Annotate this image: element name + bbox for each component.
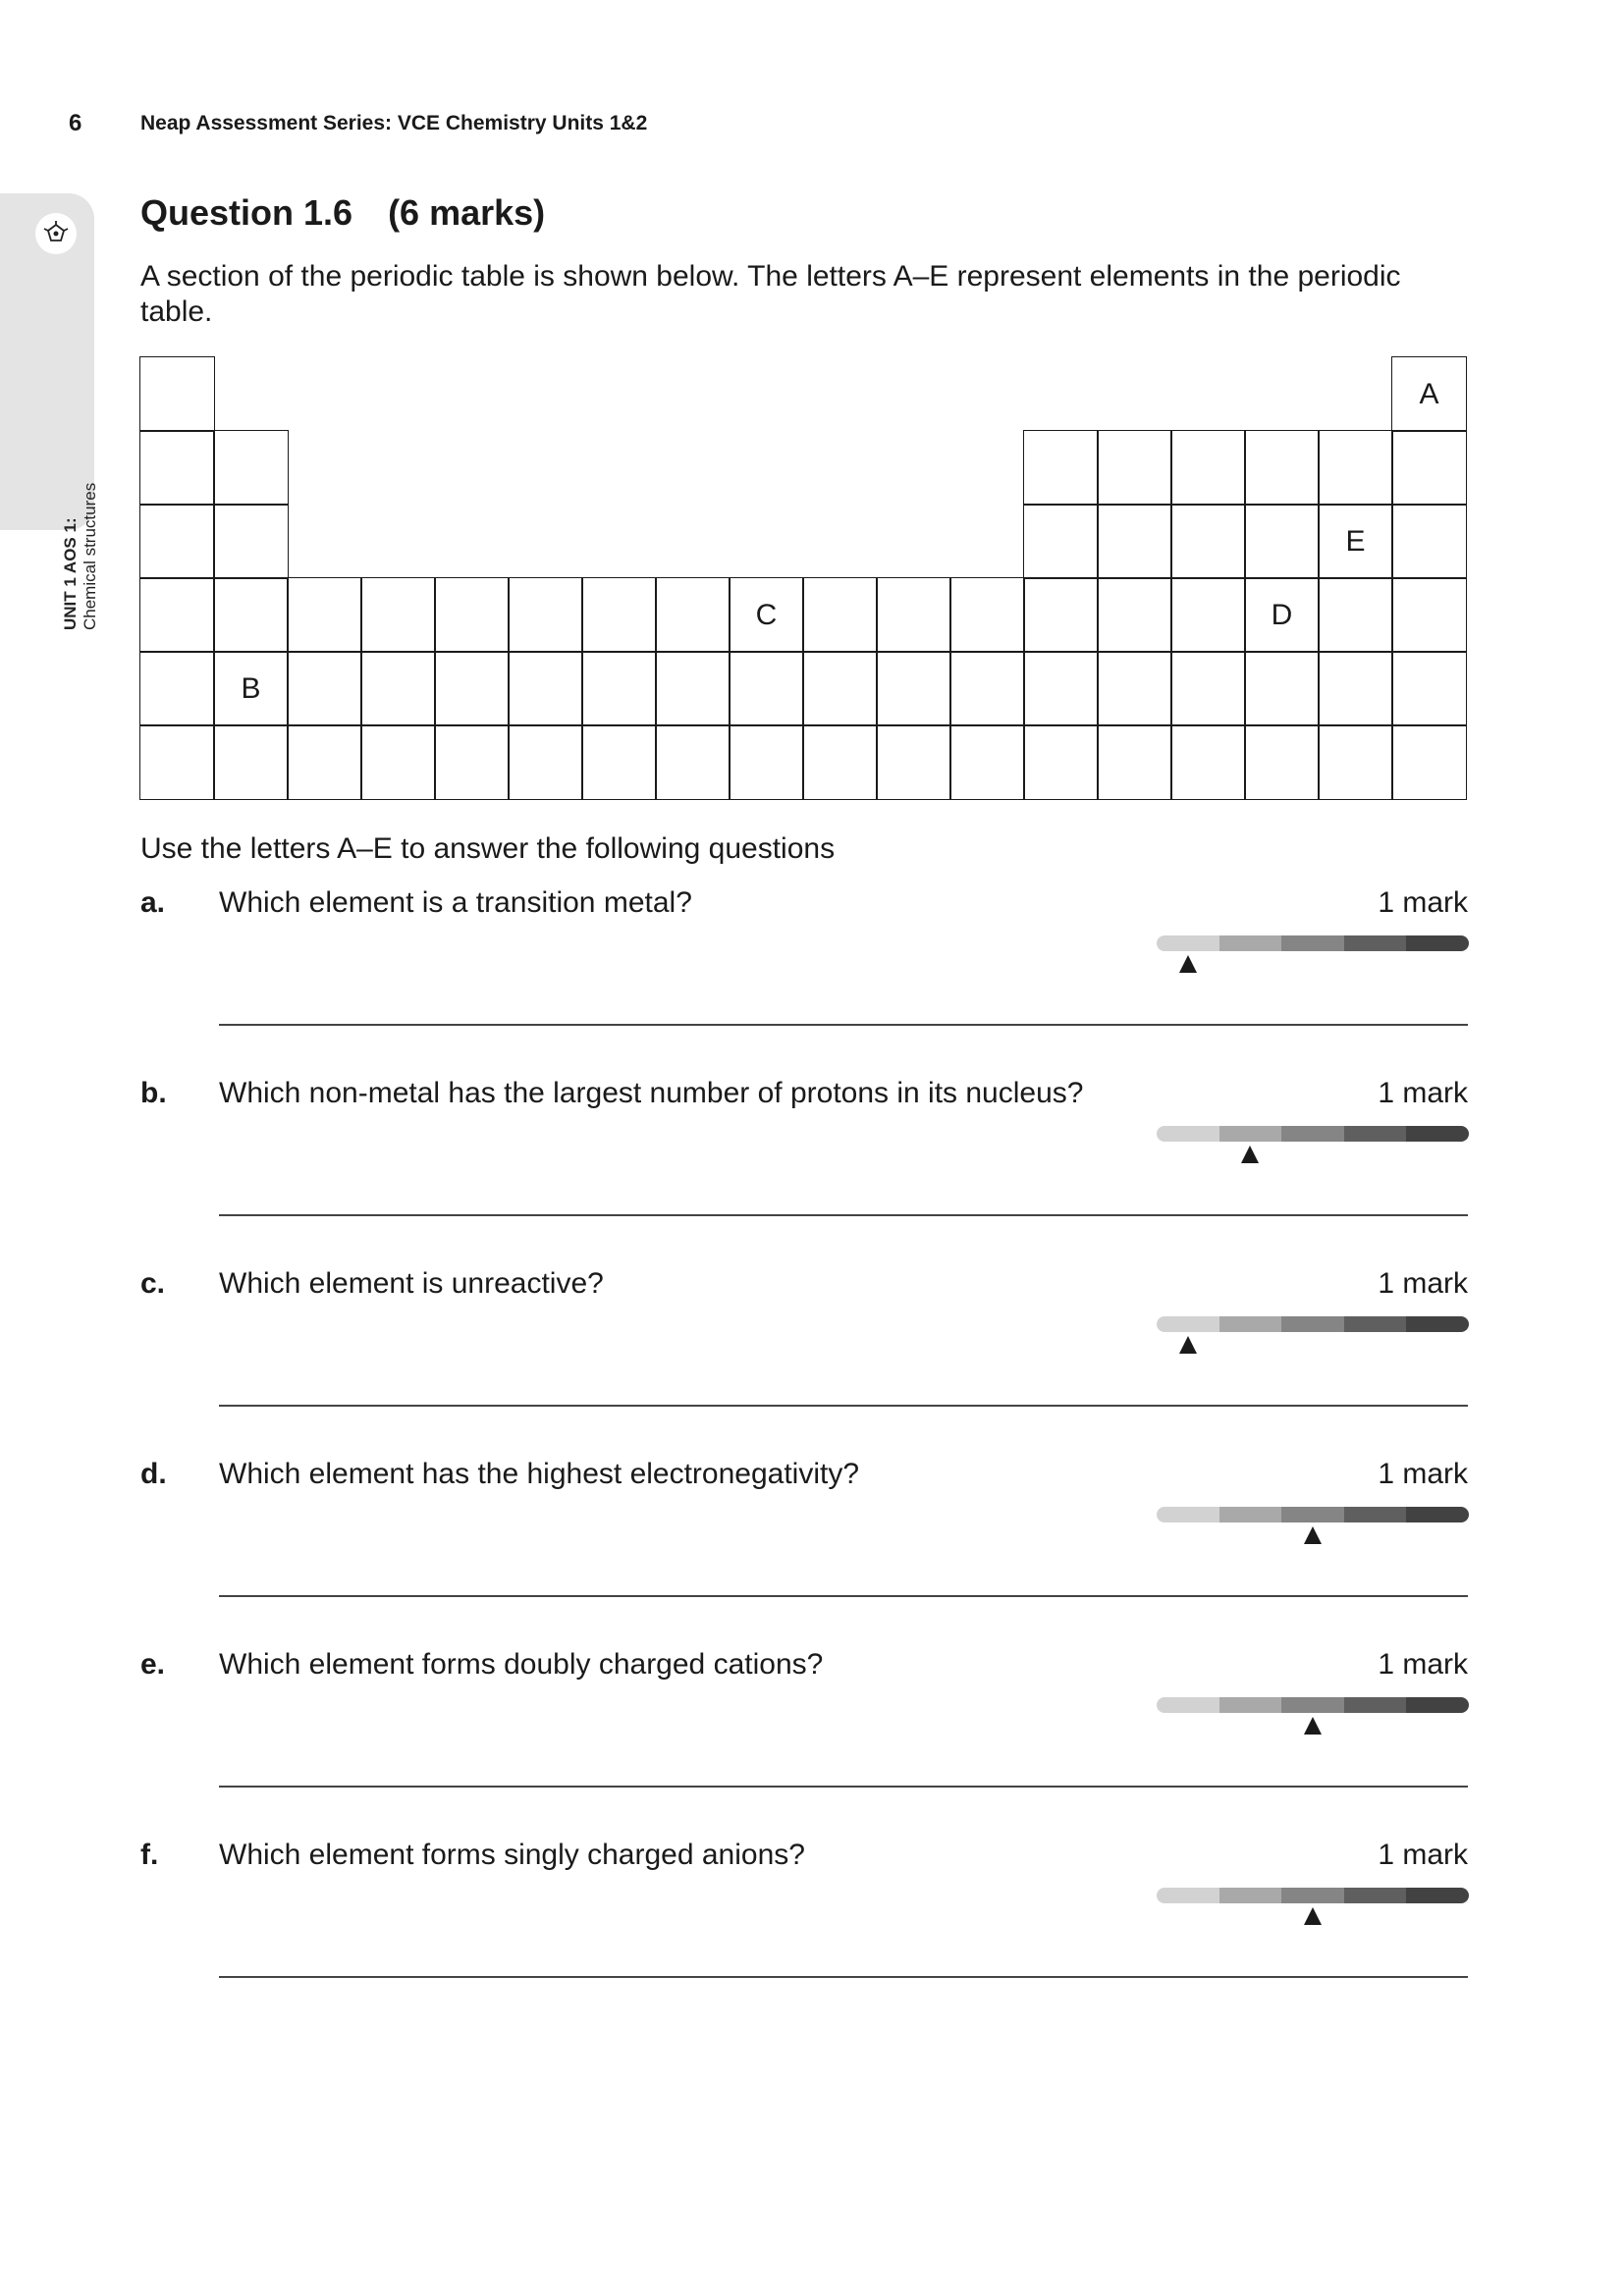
table-cell	[949, 577, 1025, 653]
part-letter: b.	[140, 1077, 167, 1109]
part-letter: f.	[140, 1839, 159, 1871]
table-cell	[434, 577, 510, 653]
unit-label-line1: UNIT 1 AOS 1:	[61, 517, 80, 630]
question-title: Question 1.6	[140, 192, 353, 233]
unit-label	[61, 483, 100, 630]
difficulty-segment	[1281, 1888, 1344, 1903]
table-cell	[508, 724, 583, 800]
question-part	[140, 1077, 1468, 1263]
element-label-b: B	[241, 671, 261, 705]
difficulty-segment	[1157, 1126, 1219, 1142]
difficulty-pointer-icon	[1179, 1336, 1197, 1354]
table-cell	[1391, 356, 1467, 432]
page-number: 6	[69, 110, 82, 136]
question-part	[140, 1648, 1468, 1835]
table-cell	[139, 651, 215, 726]
table-cell	[1244, 724, 1320, 800]
question-instruction: Use the letters A–E to answer the following questions	[140, 832, 836, 865]
table-cell	[1318, 577, 1393, 653]
part-question-text: Which element has the highest electronegativity?	[219, 1458, 860, 1490]
table-cell	[1023, 724, 1099, 800]
table-cell	[1318, 724, 1393, 800]
table-cell	[1097, 724, 1172, 800]
part-letter: c.	[140, 1267, 166, 1300]
question-heading	[140, 192, 580, 234]
table-cell	[139, 356, 215, 432]
part-question-text: Which element is unreactive?	[219, 1267, 604, 1300]
difficulty-segment	[1406, 935, 1469, 951]
difficulty-segment	[1157, 1316, 1219, 1332]
table-cell	[1391, 651, 1467, 726]
unit-label-line2: Chemical structures	[81, 482, 99, 630]
part-marks: 1 mark	[1378, 1648, 1468, 1681]
part-letter: e.	[140, 1648, 166, 1681]
table-cell	[508, 577, 583, 653]
table-cell	[1023, 651, 1099, 726]
table-cell	[876, 577, 951, 653]
table-cell	[581, 577, 657, 653]
difficulty-segment	[1344, 1507, 1407, 1522]
table-cell	[434, 651, 510, 726]
part-question-text: Which non-metal has the largest number of protons in its nucleus?	[219, 1077, 1084, 1109]
answer-line[interactable]	[219, 1214, 1468, 1216]
question-intro: A section of the periodic table is shown below. The letters A–E represent elements in the periodic table.	[140, 260, 1401, 328]
answer-line[interactable]	[219, 1024, 1468, 1026]
difficulty-segment	[1219, 1126, 1282, 1142]
answer-line[interactable]	[219, 1976, 1468, 1978]
table-cell	[729, 724, 804, 800]
table-cell	[213, 577, 289, 653]
table-cell	[1244, 651, 1320, 726]
answer-line[interactable]	[219, 1405, 1468, 1407]
difficulty-scale	[1157, 1697, 1469, 1713]
table-cell	[1318, 504, 1393, 579]
difficulty-pointer-icon	[1304, 1907, 1322, 1925]
difficulty-segment	[1157, 1888, 1219, 1903]
difficulty-segment	[1157, 1697, 1219, 1713]
series-title: Neap Assessment Series: VCE Chemistry Units 1&2	[140, 112, 648, 134]
part-marks: 1 mark	[1378, 1839, 1468, 1871]
part-question-text: Which element forms singly charged anions?	[219, 1839, 805, 1871]
table-cell	[1391, 724, 1467, 800]
table-cell	[1023, 504, 1099, 579]
table-cell	[1391, 430, 1467, 506]
difficulty-pointer-icon	[1179, 955, 1197, 973]
part-marks: 1 mark	[1378, 886, 1468, 919]
answer-line[interactable]	[219, 1595, 1468, 1597]
table-cell	[213, 504, 289, 579]
table-cell	[581, 651, 657, 726]
table-cell	[1318, 651, 1393, 726]
difficulty-segment	[1406, 1888, 1469, 1903]
table-cell	[360, 724, 436, 800]
difficulty-segment	[1406, 1316, 1469, 1332]
difficulty-segment	[1219, 1507, 1282, 1522]
difficulty-segment	[1219, 935, 1282, 951]
table-cell	[802, 724, 878, 800]
table-cell	[655, 724, 731, 800]
difficulty-pointer-icon	[1304, 1717, 1322, 1735]
table-cell	[949, 724, 1025, 800]
difficulty-segment	[1406, 1507, 1469, 1522]
table-cell	[287, 577, 362, 653]
difficulty-segment	[1406, 1126, 1469, 1142]
table-cell	[1170, 504, 1246, 579]
part-marks: 1 mark	[1378, 1077, 1468, 1109]
table-cell	[139, 504, 215, 579]
table-cell	[1097, 430, 1172, 506]
difficulty-segment	[1344, 1126, 1407, 1142]
table-cell	[1318, 430, 1393, 506]
element-label-e: E	[1345, 524, 1366, 558]
difficulty-segment	[1281, 1507, 1344, 1522]
table-cell	[139, 430, 215, 506]
table-cell	[1170, 724, 1246, 800]
table-cell	[655, 651, 731, 726]
difficulty-segment	[1281, 935, 1344, 951]
difficulty-scale	[1157, 1888, 1469, 1903]
table-cell	[1097, 577, 1172, 653]
table-cell	[581, 724, 657, 800]
table-cell	[360, 651, 436, 726]
table-cell	[949, 651, 1025, 726]
difficulty-segment	[1344, 935, 1407, 951]
table-cell	[1023, 577, 1099, 653]
difficulty-pointer-icon	[1304, 1526, 1322, 1544]
table-cell	[729, 577, 804, 653]
table-cell	[213, 651, 289, 726]
difficulty-segment	[1157, 935, 1219, 951]
part-question-text: Which element forms doubly charged cations?	[219, 1648, 824, 1681]
table-cell	[139, 577, 215, 653]
difficulty-scale	[1157, 1316, 1469, 1332]
part-question-text: Which element is a transition metal?	[219, 886, 692, 919]
table-cell	[287, 724, 362, 800]
difficulty-segment	[1281, 1316, 1344, 1332]
table-cell	[1244, 577, 1320, 653]
element-label-a: A	[1419, 377, 1439, 410]
difficulty-segment	[1157, 1507, 1219, 1522]
table-cell	[1244, 504, 1320, 579]
table-cell	[876, 724, 951, 800]
difficulty-segment	[1406, 1697, 1469, 1713]
part-marks: 1 mark	[1378, 1458, 1468, 1490]
difficulty-scale	[1157, 935, 1469, 951]
table-cell	[729, 651, 804, 726]
table-cell	[508, 651, 583, 726]
element-label-d: D	[1271, 598, 1293, 631]
part-letter: d.	[140, 1458, 167, 1490]
table-cell	[139, 724, 215, 800]
table-cell	[1244, 430, 1320, 506]
table-cell	[1023, 430, 1099, 506]
answer-line[interactable]	[219, 1786, 1468, 1788]
question-part	[140, 1839, 1468, 2025]
question-part	[140, 886, 1468, 1073]
difficulty-scale	[1157, 1126, 1469, 1142]
periodic-table-section	[140, 357, 1468, 804]
table-cell	[655, 577, 731, 653]
unit-side-tab	[0, 193, 99, 630]
difficulty-segment	[1344, 1888, 1407, 1903]
table-cell	[1391, 504, 1467, 579]
difficulty-pointer-icon	[1241, 1146, 1259, 1163]
question-marks: (6 marks)	[388, 192, 546, 233]
part-letter: a.	[140, 886, 166, 919]
difficulty-segment	[1219, 1888, 1282, 1903]
difficulty-segment	[1344, 1316, 1407, 1332]
table-cell	[1170, 430, 1246, 506]
table-cell	[802, 577, 878, 653]
difficulty-segment	[1281, 1126, 1344, 1142]
table-cell	[287, 651, 362, 726]
table-cell	[1170, 651, 1246, 726]
table-cell	[213, 430, 289, 506]
table-cell	[434, 724, 510, 800]
molecule-icon	[35, 213, 77, 254]
difficulty-scale	[1157, 1507, 1469, 1522]
difficulty-segment	[1219, 1697, 1282, 1713]
part-marks: 1 mark	[1378, 1267, 1468, 1300]
difficulty-segment	[1344, 1697, 1407, 1713]
element-label-c: C	[755, 598, 778, 631]
table-cell	[1170, 577, 1246, 653]
table-cell	[213, 724, 289, 800]
table-cell	[802, 651, 878, 726]
table-cell	[1097, 651, 1172, 726]
table-cell	[1097, 504, 1172, 579]
question-part	[140, 1267, 1468, 1454]
question-part	[140, 1458, 1468, 1644]
difficulty-segment	[1281, 1697, 1344, 1713]
table-cell	[360, 577, 436, 653]
difficulty-segment	[1219, 1316, 1282, 1332]
table-cell	[1391, 577, 1467, 653]
table-cell	[876, 651, 951, 726]
